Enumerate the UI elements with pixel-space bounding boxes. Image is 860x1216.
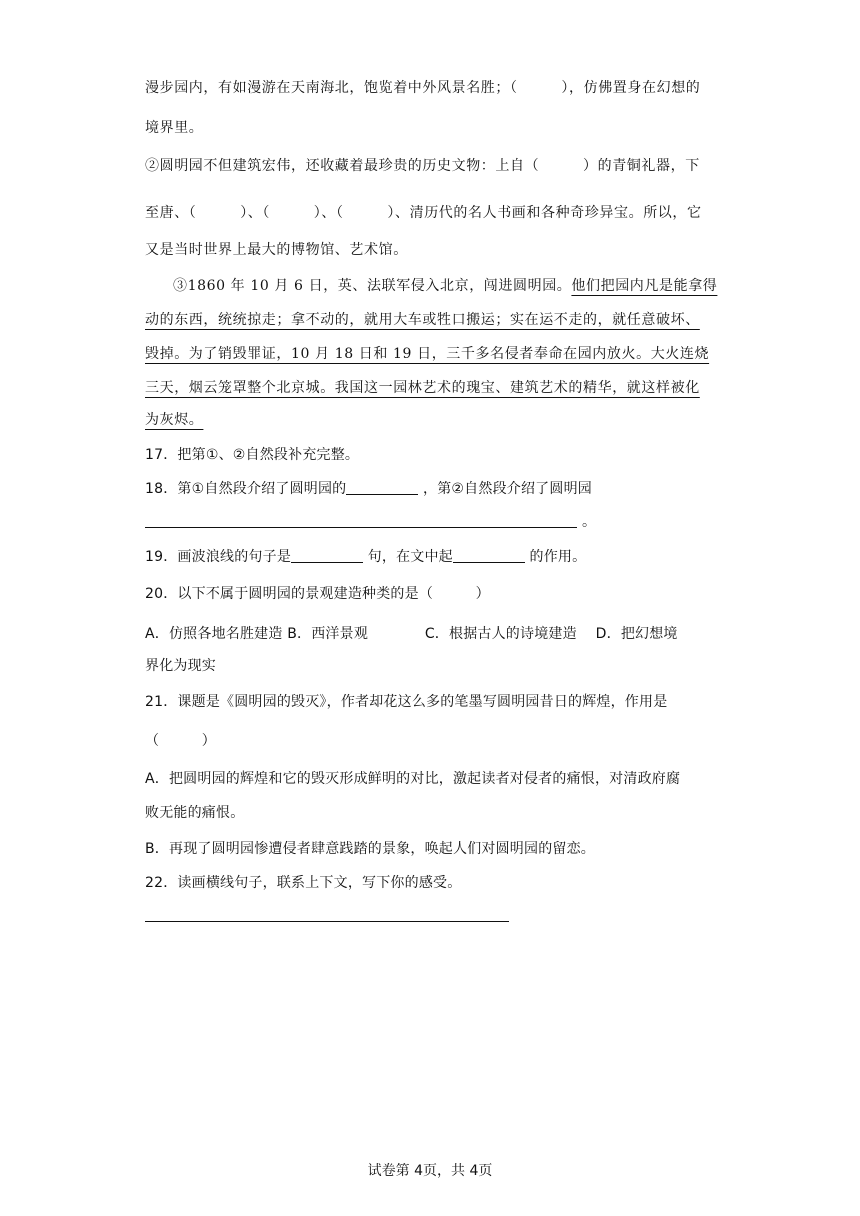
- answer-line[interactable]: [145, 921, 509, 922]
- passage-p3-intro: ③1860 年 10 月 6 日，英、法联军侵入北京，闯进圆明园。: [173, 278, 572, 294]
- passage-p3-line2: 动的东西，统统掠走；拿不动的，就用大车或牲口搬运；实在运不走的，就任意破坏、: [145, 312, 700, 328]
- passage-p3-line4: 三天，烟云笼罩整个北京城。我国这一园林艺术的瑰宝、建筑艺术的精华，就这样被化: [145, 380, 700, 396]
- question-20-options-line1: A．仿照各地名胜建造 B．西洋景观 C．根据古人的诗境建造 D．把幻想境: [145, 626, 678, 642]
- question-19-part-c: 的作用。: [529, 549, 587, 565]
- answer-line[interactable]: [145, 527, 577, 528]
- answer-blank[interactable]: [453, 548, 525, 563]
- page-footer: 试卷第 4页，共 4页: [367, 1163, 493, 1179]
- underlined-sentence-start: 他们把园内凡是能拿得: [571, 278, 718, 294]
- passage-p1-line1: 漫步园内，有如漫游在天南海北，饱览着中外风景名胜；（ ），仿佛置身在幻想的: [145, 80, 701, 96]
- passage-p2-line1: ②圆明园不但建筑宏伟，还收藏着最珍贵的历史文物：上自（ ）的青铜礼器，下: [145, 158, 700, 174]
- answer-blank[interactable]: [291, 548, 363, 563]
- question-21-option-b: B．再现了圆明园惨遭侵者肆意践踏的景象，唤起人们对圆明园的留恋。: [145, 841, 596, 857]
- question-21-paren: （ ）: [145, 733, 216, 749]
- passage-p2-line2: 至唐、（ ）、（ ）、（ ）、清历代的名人书画和各种奇珍异宝。所以，它: [145, 205, 702, 221]
- question-20: 20．以下不属于圆明园的景观建造种类的是（ ）: [145, 586, 490, 602]
- answer-blank[interactable]: [346, 480, 418, 495]
- passage-p2-line3: 又是当时世界上最大的博物馆、艺术馆。: [145, 242, 408, 258]
- passage-p3-line5: 为灰烬。: [145, 412, 204, 428]
- question-18-part-a: 18．第①自然段介绍了圆明园的: [145, 481, 347, 497]
- question-19: [145, 547, 586, 567]
- question-17: 17．把第①、②自然段补充完整。: [145, 447, 360, 463]
- question-21: 21．课题是《圆明园的毁灭》，作者却花这么多的笔墨写圆明园昔日的辉煌，作用是: [145, 694, 668, 710]
- passage-p3-line3: 毁掉。为了销毁罪证，10 月 18 日和 19 日，三千多名侵者奉命在园内放火。大火连烧: [145, 346, 710, 362]
- question-21-option-a-line1: A．把圆明园的辉煌和它的毁灭形成鲜明的对比，激起读者对侵者的痛恨，对清政府腐: [145, 771, 681, 787]
- question-18-part-b: ，第②自然段介绍了圆明园: [423, 481, 592, 497]
- question-20-options-line2: 界化为现实: [145, 658, 216, 674]
- question-19-part-b: 句，在文中起: [367, 549, 453, 565]
- question-18: [145, 479, 592, 499]
- question-22: 22．读画横线句子，联系上下文，写下你的感受。: [145, 875, 462, 891]
- question-21-option-a-line2: 败无能的痛恨。: [145, 805, 245, 821]
- question-18-end: 。: [582, 514, 597, 530]
- question-19-part-a: 19．画波浪线的句子是: [145, 549, 292, 565]
- passage-p3-line1: [173, 276, 717, 296]
- passage-p1-line2: 境界里。: [145, 120, 204, 136]
